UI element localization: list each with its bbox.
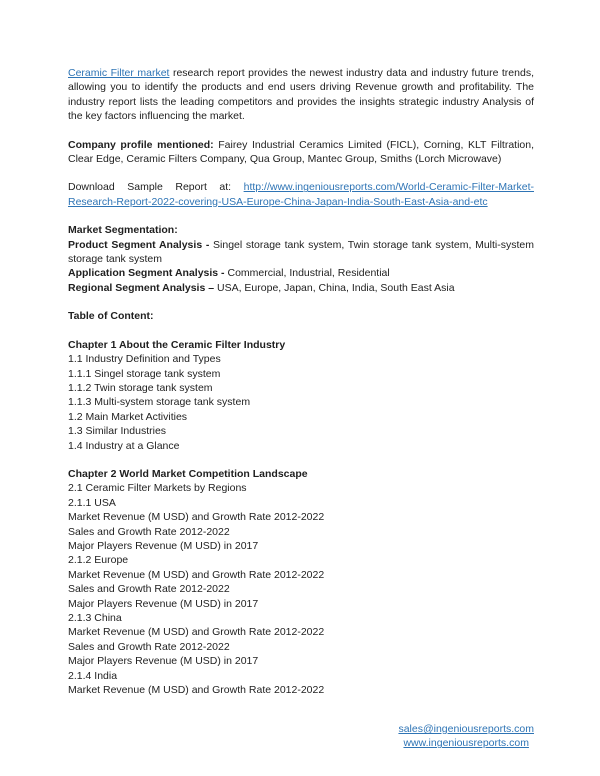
ceramic-filter-market-link[interactable]: Ceramic Filter market (68, 67, 170, 79)
toc-line: Market Revenue (M USD) and Growth Rate 2012-2022 (68, 684, 325, 697)
segment-analysis-label: Regional Segment Analysis – (68, 281, 217, 294)
toc-line: 1.2 Main Market Activities (68, 410, 188, 423)
toc-line: 2.1.2 Europe (68, 554, 129, 567)
segmentation-block (68, 223, 534, 295)
toc-line: Major Players Revenue (M USD) in 2017 (68, 655, 259, 668)
document-page (68, 66, 534, 711)
segment-analysis-text: USA, Europe, Japan, China, India, South East Asia (217, 281, 455, 294)
segmentation-items (68, 238, 534, 296)
intro-paragraph (68, 66, 534, 124)
toc-line: 1.1.3 Multi-system storage tank system (68, 396, 251, 409)
toc-heading-paragraph (68, 309, 534, 323)
table-of-contents (68, 338, 534, 698)
toc-line: Major Players Revenue (M USD) in 2017 (68, 597, 259, 610)
segment-analysis-label: Product Segment Analysis - (68, 238, 214, 251)
toc-line: Sales and Growth Rate 2012-2022 (68, 583, 230, 596)
toc-line: 1.1 Industry Definition and Types (68, 353, 221, 366)
footer-links (398, 722, 534, 751)
chapter-section (68, 467, 534, 698)
toc-line: Market Revenue (M USD) and Growth Rate 2012-2022 (68, 626, 325, 639)
footer-website-line (398, 736, 534, 750)
toc-line: 2.1.4 India (68, 669, 118, 682)
company-profile-label: Company profile mentioned: (68, 138, 214, 151)
footer-email-line (398, 722, 534, 736)
segment-analysis-label: Application Segment Analysis - (68, 267, 228, 280)
toc-line: 1.1.2 Twin storage tank system (68, 381, 213, 394)
toc-line: 2.1 Ceramic Filter Markets by Regions (68, 482, 247, 495)
segment-analysis-text: Singel storage tank system, Twin storage tank system, Multi-system storage tank system (68, 238, 534, 266)
segment-analysis-line (68, 266, 534, 280)
toc-line: 1.3 Similar Industries (68, 425, 167, 438)
toc-heading: Table of Content: (68, 310, 154, 323)
sample-report-link[interactable]: http://www.ingeniousreports.com/World-Ceramic-Filter-Market-Research-Report-2022-covering-USA-Europe-China-Japan-India-South-East-Asia-and-etc (68, 181, 534, 208)
chapter-title: Chapter 2 World Market Competition Landscape (68, 467, 308, 480)
company-profile-text: Fairey Industrial Ceramics Limited (FICL), Corning, KLT Filtration, Clear Edge, Ceramic Filters Company, Qua Group, Mantec Group, Smiths (Lorch Microwave) (68, 138, 535, 166)
chapter-title: Chapter 1 About the Ceramic Filter Industry (68, 338, 286, 351)
toc-line: Major Players Revenue (M USD) in 2017 (68, 539, 259, 552)
segment-analysis-line (68, 238, 534, 267)
download-paragraph (68, 180, 534, 209)
toc-line: Sales and Growth Rate 2012-2022 (68, 525, 230, 538)
toc-line: Sales and Growth Rate 2012-2022 (68, 640, 230, 653)
segmentation-heading-line (68, 223, 534, 237)
download-label: Download Sample Report at: (68, 181, 244, 194)
toc-line: Market Revenue (M USD) and Growth Rate 2012-2022 (68, 568, 325, 581)
chapter-section (68, 338, 534, 453)
company-profile-paragraph (68, 138, 534, 167)
footer-email-link[interactable]: sales@ingeniousreports.com (398, 723, 534, 735)
intro-text: research report provides the newest industry data and industry future trends, allowing you to identify the products and end users driving Revenue growth and profitability. The industry report lists the leading competitors and provides the insights strategic industry Analysis of the key factors influencing the market. (68, 67, 534, 123)
footer-website-link[interactable]: www.ingeniousreports.com (403, 737, 529, 750)
toc-line: 2.1.1 USA (68, 496, 116, 509)
segmentation-heading: Market Segmentation: (68, 224, 178, 237)
toc-line: 1.4 Industry at a Glance (68, 439, 180, 452)
toc-line: Market Revenue (M USD) and Growth Rate 2012-2022 (68, 511, 325, 524)
segment-analysis-line (68, 281, 534, 295)
toc-line: 2.1.3 China (68, 612, 122, 624)
toc-line: 1.1.1 Singel storage tank system (68, 367, 221, 380)
segment-analysis-text: Commercial, Industrial, Residential (227, 267, 390, 280)
